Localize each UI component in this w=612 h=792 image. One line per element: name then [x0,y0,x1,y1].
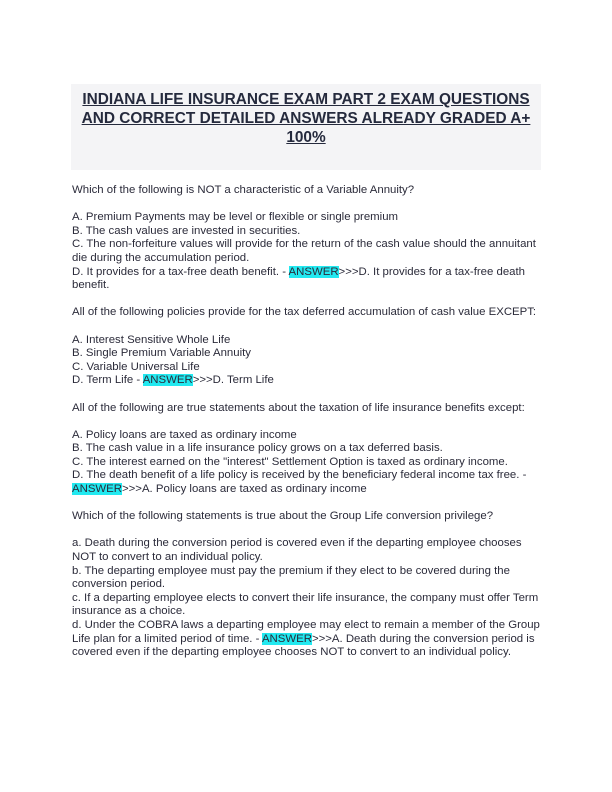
answer-choices [72,429,542,497]
answer-text: >>>A. Policy loans are taxed as ordinary income [122,483,367,496]
answer-marker: ANSWER [288,265,339,278]
choice: B. Single Premium Variable Annuity [72,347,251,360]
choice: B. The cash values are invested in securities. [72,224,301,237]
answer-marker: ANSWER [72,483,122,496]
answer-text: >>>D. It provides for a tax-free death benefit. [72,265,526,292]
choice: C. The interest earned on the "interest" Settlement Option is taxed as ordinary income. [72,455,508,468]
choice: D. Term Life - [72,374,143,387]
question-block [72,402,542,497]
choice-with-answer [72,619,542,660]
choice: C. Variable Universal Life [72,360,200,373]
choice-with-answer [72,374,542,388]
document-title: INDIANA LIFE INSURANCE EXAM PART 2 EXAM QUESTIONS AND CORRECT DETAILED ANSWERS ALREADY GRADED A+ 100% [81,91,531,146]
choice: D. It provides for a tax-free death benefit. - [72,265,289,278]
choice: A. Policy loans are taxed as ordinary income [72,428,297,441]
document-title-box [71,84,541,170]
question-block [72,184,542,293]
question-text: All of the following policies provide for the tax deferred accumulation of cash value EXCEPT: [72,306,537,319]
question-text: Which of the following statements is true about the Group Life conversion privilege? [72,510,494,523]
document-body [72,184,542,673]
choice: b. The departing employee must pay the premium if they elect to be covered during the conversion period. [72,564,510,591]
question-text: Which of the following is NOT a characteristic of a Variable Annuity? [72,184,415,196]
choice: a. Death during the conversion period is covered even if the departing employee chooses NOT to convert to an individual policy. [72,537,522,564]
question-block [72,306,542,388]
choice-with-answer [72,266,542,293]
choice-with-answer [72,469,542,496]
answer-marker: ANSWER [142,374,193,387]
choice: d. Under the COBRA laws a departing employee may elect to remain a member of the Group Life plan for a limited period of time. - [72,619,540,645]
choice: A. Premium Payments may be level or flexible or single premium [72,211,399,224]
question-block [72,510,542,660]
choice: c. If a departing employee elects to convert their life insurance, the company must offer Term insurance as a choice. [72,591,539,618]
answer-marker: ANSWER [261,632,312,645]
answer-text: >>>D. Term Life [192,374,274,387]
choice: C. The non-forfeiture values will provide for the return of the cash value should the annuitant die during the accumulation period. [72,238,536,264]
choice: D. The death benefit of a life policy is received by the beneficiary federal income tax free. - [72,469,527,482]
answer-text: >>>A. Death during the conversion period is covered even if the departing employee chooses NOT to convert to an individual policy. [72,632,535,659]
answer-choices [72,537,542,659]
answer-choices [72,334,542,388]
question-text: All of the following are true statements about the taxation of life insurance benefits except: [72,401,525,414]
choice: A. Interest Sensitive Whole Life [72,333,231,346]
answer-choices [72,211,542,293]
choice: B. The cash value in a life insurance policy grows on a tax deferred basis. [72,442,443,455]
